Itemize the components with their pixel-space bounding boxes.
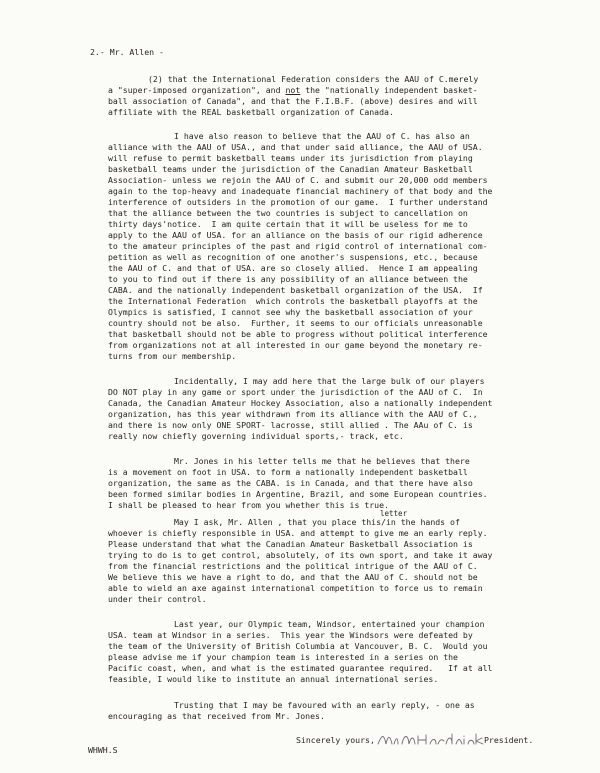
p2-line: CABA. and the nationally independent basketball organization of the USA. If — [108, 285, 483, 295]
p2-line: that the alliance between the two countries is subject to cancellation on — [108, 208, 468, 218]
p6-line: Last year, our Olympic team, Windsor, entertained your champion — [174, 619, 485, 629]
p2-line: turns from our membership. — [108, 351, 237, 361]
p2-line: basketball teams under the jurisdiction of the Canadian Amateur Basketball — [108, 164, 473, 174]
p3-line: really now chiefly governing individual sports,- track, etc. — [108, 431, 404, 441]
p2-line: will refuse to permit basketball teams under its jurisdiction from playing — [108, 153, 473, 163]
p4-line: Mr. Jones in his letter tells me that he believes that there — [174, 456, 470, 466]
p2-line: interference of outsiders in the promotion of our game. I further understand — [108, 197, 488, 207]
president-title: President. — [484, 735, 534, 745]
p6-line: please advise me if your champion team is interested in a series on the — [108, 652, 458, 662]
p5-line: able to wield an axe against international competition to force us to remain — [108, 583, 483, 593]
p2-line: to you to find out if there is any possibility of an alliance between the — [108, 274, 468, 284]
p2-line: the International Federation which controls the basketball playoffs at the — [108, 296, 478, 306]
p2-line: thirty days'notice. I am quite certain that it will be useless for me to — [108, 219, 468, 229]
p7-line: Trusting that I may be favoured with an early reply, - one as — [174, 700, 475, 710]
p1-line: affiliate with the REAL basketball organization of Canada. — [108, 107, 394, 117]
p5-line: We believe this we have a right to do, and that the AAU of C. should not be — [108, 572, 478, 582]
p3-line: organization, has this year withdrawn from its alliance with the AAU of C., — [108, 409, 478, 419]
p6-line: USA. team at Windsor in a series. This year the Windsors were defeated by — [108, 630, 473, 640]
p5-line: under their control. — [108, 594, 207, 604]
p4-line: organization, the same as the CABA. is in Canada, and that there have also — [108, 478, 473, 488]
p2-line: the AAU of C. and that of USA. are so closely allied. Hence I am appealing — [108, 263, 478, 273]
p6-line: the team of the University of British Columbia at Vancouver, B. C. Would you — [108, 641, 488, 651]
p2-line: Association- unless we rejoin the AAU of C. and submit our 20,000 odd members — [108, 175, 488, 185]
p2-line: petition as well as recognition of one another's suspensions, etc., because — [108, 252, 478, 262]
p2-line: country should not be also. Further, it seems to our officials unreasonable — [108, 318, 483, 328]
p5-line: from the financial restrictions and the political intrigue of the AAU of C. — [108, 561, 478, 571]
p2-line: I have also reason to believe that the AAU of C. has also an — [174, 131, 470, 141]
p2-line: Olympics is satisfied, I cannot see why the basketball association of your — [108, 307, 473, 317]
p3-line: Canada, the Canadian Amateur Hockey Association, also a nationally independent — [108, 398, 493, 408]
p5-line: Please understand that what the Canadian Amateur Basketball Association is — [108, 539, 473, 549]
p6-line: feasible, I would like to institute an annual international series. — [108, 674, 439, 684]
inserted-word-letter: letter — [380, 509, 408, 518]
p5-line: whoever is chiefly responsible in USA. and attempt to give me an early reply. — [108, 528, 488, 538]
p7-line: encouraging as that received from Mr. Jones. — [108, 711, 325, 721]
page-header: 2.- Mr. Allen - — [90, 47, 164, 57]
p2-line: from organizations not at all interested in our game beyond the monetary re- — [108, 340, 483, 350]
p4-line: been formed similar bodies in Argentine, Brazil, and some European countries. — [108, 489, 488, 499]
p4-line: is a movement on foot in USA. to form a nationally independent basketball — [108, 467, 468, 477]
p2-line: to the amateur principles of the past and rigid control of international com- — [108, 241, 488, 251]
closing: Sincerely yours, — [296, 735, 375, 745]
p3-line: Incidentally, I may add here that the large bulk of our players — [174, 376, 485, 386]
p2-line: alliance with the AAU of USA., and that under said alliance, the AAU of USA. — [108, 142, 483, 152]
underlined-not: not — [285, 85, 301, 95]
p6-line: Pacific coast, when, and what is the estimated guarantee required. If at all — [108, 663, 493, 673]
p2-line: that basketball should not be able to progress without political interference — [108, 329, 488, 339]
handwritten-signature — [376, 732, 488, 748]
p1-line: a "super-imposed organization", and not the "nationally independent basket- — [108, 85, 478, 95]
p5-line: trying to do is to get control, absolutely, of its own sport, and take it away — [108, 550, 493, 560]
p3-line: DO NOT play in any game or sport under the jurisdiction of the AAU of C. In — [108, 387, 483, 397]
p5-line: May I ask, Mr. Allen , that you place this/in the hands of — [174, 517, 460, 527]
p1-line: (2) that the International Federation considers the AAU of C.merely — [148, 74, 479, 84]
p2-line: again to the top-heavy and inadequate financial machinery of that body and the — [108, 186, 493, 196]
typist-initials: WHWH.S — [88, 745, 118, 755]
p2-line: apply to the AAU of USA. for an alliance on the basis of our rigid adherence — [108, 230, 483, 240]
p3-line: and there is now only ONE SPORT- lacrosse, still allied . The AAu of C. is — [108, 420, 473, 430]
p4-line: I shall be pleased to hear from you whether this is true. — [108, 500, 389, 510]
p1-line: ball association of Canada", and that the F.I.B.F. (above) desires and will — [108, 96, 478, 106]
